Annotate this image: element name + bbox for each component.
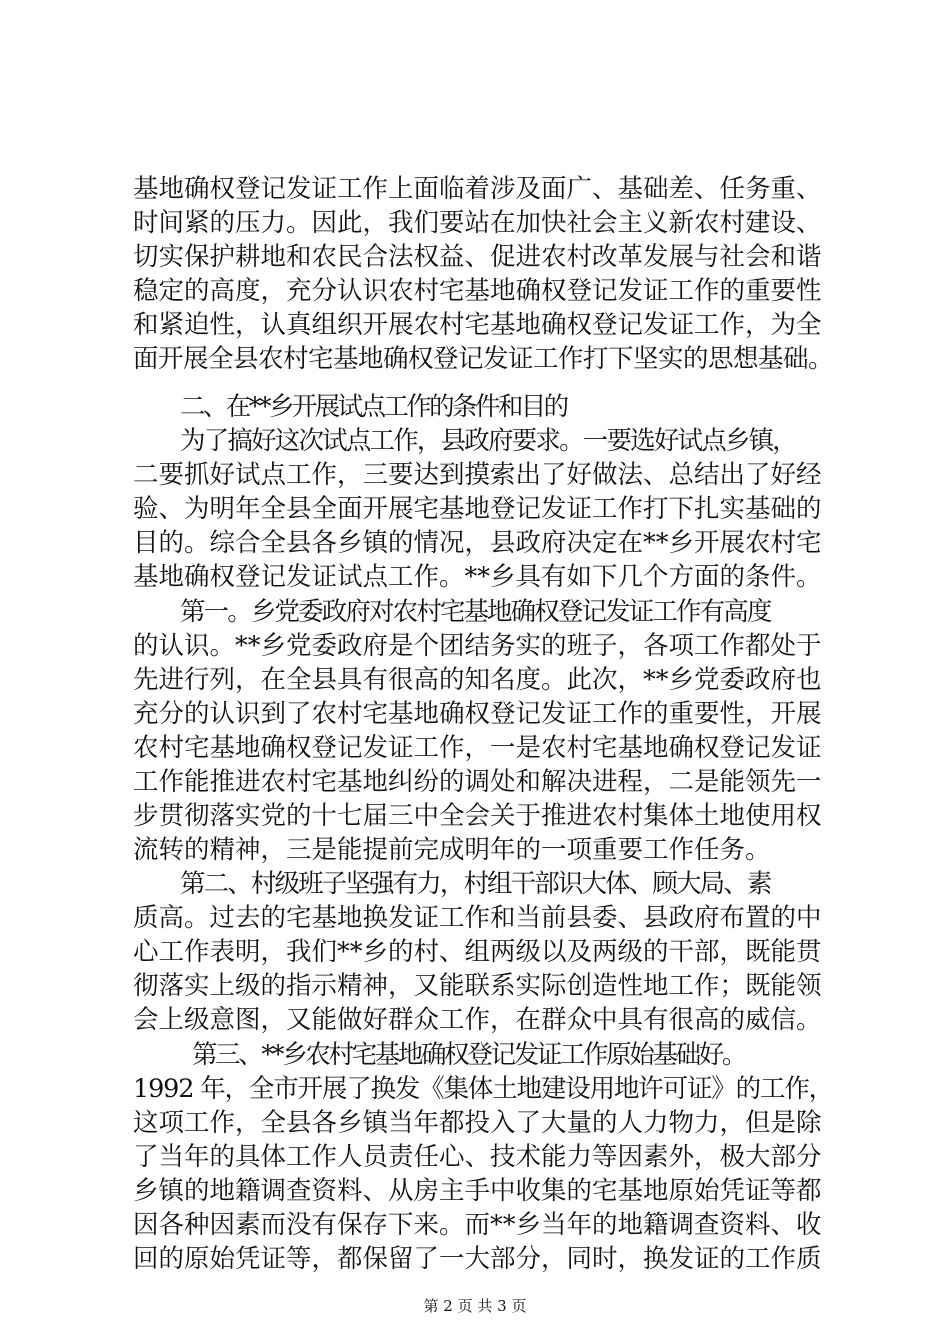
paragraph-line: 会上级意图，又能做好群众工作，在群众中具有很高的威信。: [133, 1005, 822, 1035]
paragraph-line: 为了搞好这次试点工作，县政府要求。一要选好试点乡镇，: [180, 426, 797, 456]
paragraph-line: 这项工作，全县各乡镇当年都投入了大量的人力物力，但是除: [133, 1108, 822, 1138]
paragraph-line: 的认识。**乡党委政府是个团结务实的班子，各项工作都处于: [133, 631, 822, 661]
paragraph-line: 质高。过去的宅基地换发证工作和当前县委、县政府布置的中: [133, 903, 822, 933]
paragraph-line: 基地确权登记发证试点工作。**乡具有如下几个方面的条件。: [133, 562, 822, 592]
paragraph-line: 工作能推进农村宅基地纠纷的调处和解决进程，二是能领先一: [133, 767, 822, 797]
paragraph-line: 切实保护耕地和农民合法权益、促进农村改革发展与社会和谐: [133, 242, 822, 272]
paragraph-line: 和紧迫性，认真组织开展农村宅基地确权登记发证工作，为全: [133, 310, 822, 340]
paragraph-line: 验、为明年全县全面开展宅基地登记发证工作打下扎实基础的: [133, 494, 822, 524]
paragraph-line: 第二、村级班子坚强有力，村组干部识大体、顾大局、素: [180, 869, 771, 899]
paragraph-line: 稳定的高度，充分认识农村宅基地确权登记发证工作的重要性: [133, 276, 822, 306]
paragraph-line: 第三、**乡农村宅基地确权登记发证工作原始基础好。: [192, 1040, 746, 1070]
paragraph-line: 彻落实上级的指示精神，又能联系实际创造性地工作；既能领: [133, 971, 822, 1001]
paragraph-line: 农村宅基地确权登记发证工作，一是农村宅基地确权登记发证: [133, 733, 822, 763]
paragraph-line: 目的。综合全县各乡镇的情况，县政府决定在**乡开展农村宅: [133, 528, 822, 558]
paragraph-line: 乡镇的地籍调查资料、从房主手中收集的宅基地原始凭证等都: [133, 1176, 822, 1206]
paragraph-line: 时间紧的压力。因此，我们要站在加快社会主义新农村建设、: [133, 208, 822, 238]
paragraph-line: 二要抓好试点工作，三要达到摸索出了好做法、总结出了好经: [133, 460, 822, 490]
paragraph-line: 第一。乡党委政府对农村宅基地确权登记发证工作有高度: [180, 597, 771, 627]
section-heading: 二、在**乡开展试点工作的条件和目的: [180, 392, 567, 422]
paragraph-line: 回的原始凭证等，都保留了一大部分，同时，换发证的工作质: [133, 1244, 822, 1274]
page-number-footer: 第 2 页 共 3 页: [423, 1297, 527, 1315]
paragraph-line: 面开展全县农村宅基地确权登记发证工作打下坚实的思想基础。: [133, 344, 834, 374]
paragraph-line: 1992 年，全市开展了换发《集体土地建设用地许可证》的工作，: [133, 1074, 834, 1104]
paragraph-line: 充分的认识到了农村宅基地确权登记发证工作的重要性，开展: [133, 699, 822, 729]
paragraph-line: 流转的精神，三是能提前完成明年的一项重要工作任务。: [133, 835, 771, 865]
paragraph-line: 步贯彻落实党的十七届三中全会关于推进农村集体土地使用权: [133, 801, 822, 831]
paragraph-line: 基地确权登记发证工作上面临着涉及面广、基础差、任务重、: [133, 174, 822, 204]
paragraph-line: 先进行列，在全县具有很高的知名度。此次，**乡党委政府也: [133, 665, 822, 695]
paragraph-line: 因各种因素而没有保存下来。而**乡当年的地籍调查资料、收: [133, 1210, 822, 1240]
paragraph-line: 心工作表明，我们**乡的村、组两级以及两级的干部，既能贯: [133, 937, 822, 967]
paragraph-line: 了当年的具体工作人员责任心、技术能力等因素外，极大部分: [133, 1142, 822, 1172]
